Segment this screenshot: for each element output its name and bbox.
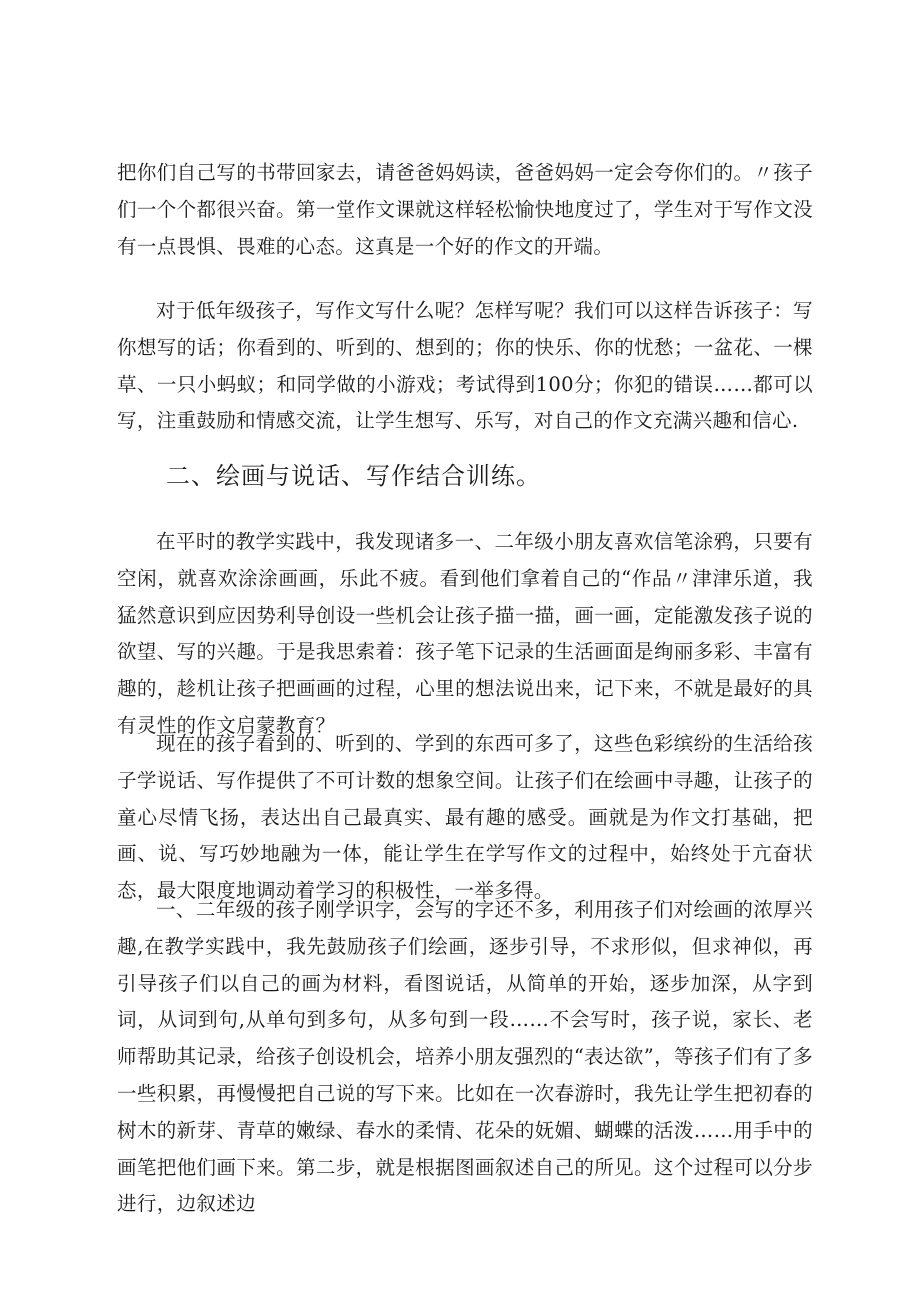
- paragraph-teaching-practice: 在平时的教学实践中，我发现诸多一、二年级小朋友喜欢信笔涂鸦，只要有空闲，就喜欢涂涂画画，乐此不疲。看到他们拿着自己的“作品〃津津乐道，我猛然意识到应因势利导创设一些机会让孩子描一描，画一画，定能激发孩子说的欲望、写的兴趣。于是我思索着：孩子笔下记录的生活画面是绚丽多彩、丰富有趣的，趁机让孩子把画画的过程，心里的想法说出来，记下来，不就是最好的具有灵性的作文启蒙教育？: [117, 530, 813, 737]
- paragraph-drawing-guidance: 一、二年级的孩子刚学识字，会写的字还不多，利用孩子们对绘画的浓厚兴趣,在教学实践中，我先鼓励孩子们绘画，逐步引导，不求形似，但求神似，再引导孩子们以自己的画为材料，看图说话，从简单的开始，逐步加深，从字到词，从词到句,从单句到多句，从多句到一段……不会写时，孩子说，家长、老师帮助其记录，给孩子创设机会，培养小朋友强烈的“表达欲”，等孩子们有了多一些积累，再慢慢把自己说的写下来。比如在一次春游时，我先让学生把初春的树木的新芽、青草的嫩绿、春水的柔情、花朵的妩媚、蝴蝶的活泼……用手中的画笔把他们画下来。第二步，就是根据图画叙述自己的所见。这个过程可以分步进行，边叙述边: [117, 898, 813, 1216]
- paragraph-continuation: 把你们自己写的书带回家去，请爸爸妈妈读，爸爸妈妈一定会夸你们的。〃孩子们一个个都很兴奋。第一堂作文课就这样轻松愉快地度过了，学生对于写作文没有一点畏惧、畏难的心态。这真是一个好的作文的开端。: [117, 161, 813, 258]
- section-heading: 二、绘画与说话、写作结合训练。: [166, 462, 541, 490]
- paragraph-imagination-space: 现在的孩子看到的、听到的、学到的东西可多了，这些色彩缤纷的生活给孩子学说话、写作提供了不可计数的想象空间。让孩子们在绘画中寻趣，让孩子的童心尽情飞扬，表达出自己最真实、最有趣的感受。画就是为作文打基础，把画、说、写巧妙地融为一体，能让学生在学写作文的过程中，始终处于亢奋状态，最大限度地调动着学习的积极性，一举多得。: [117, 732, 813, 903]
- paragraph-writing-topics: 对于低年级孩子，写作文写什么呢？怎样写呢？我们可以这样告诉孩子：写你想写的话；你看到的、听到的、想到的；你的快乐、你的忧愁；一盆花、一棵草、一只小蚂蚁；和同学做的小游戏；考试得到100分；你犯的错误……都可以写，注重鼓励和情感交流，让学生想写、乐写，对自己的作文充满兴趣和信心.: [117, 299, 813, 433]
